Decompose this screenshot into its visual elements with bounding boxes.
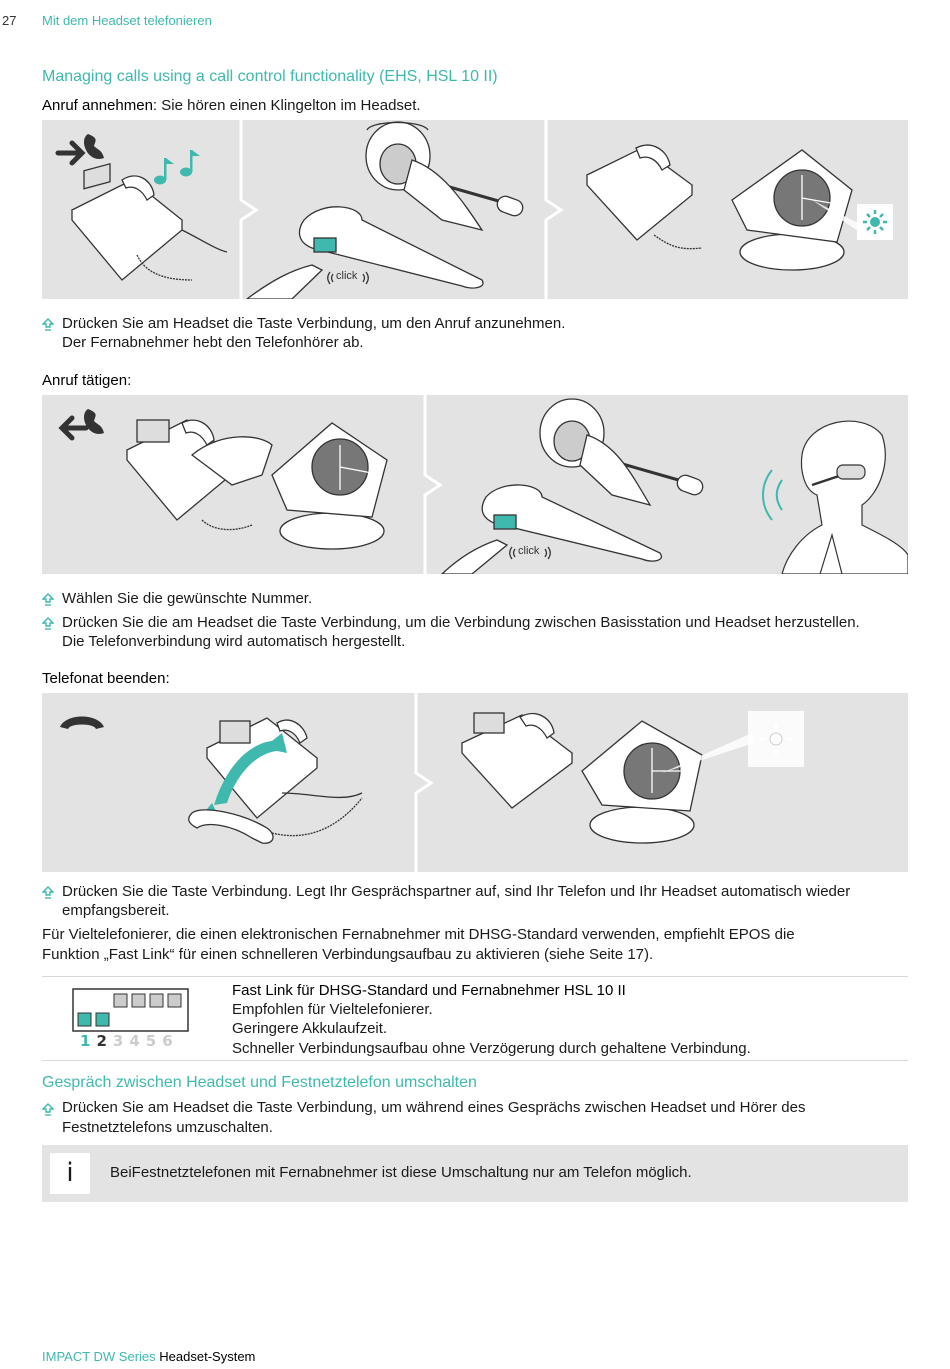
bullet-arrow-icon	[42, 593, 54, 607]
answer-call-illustration	[42, 120, 908, 299]
dial-instruction-1: Wählen Sie die gewünschte Nummer.	[62, 590, 313, 607]
desk-phone-hangup-image	[189, 718, 362, 843]
person-on-call-image	[782, 421, 908, 574]
fastlink-line1: Empfohlen für Vieltelefonierer.	[232, 1001, 433, 1018]
base-station-image	[732, 150, 862, 270]
ringtone-notes-icon	[154, 150, 200, 185]
headset-image	[247, 122, 525, 299]
fastlink-title: Fast Link für DHSG-Standard und Fernabnehmer HSL 10 II	[232, 982, 626, 999]
dip-switch-diagram	[72, 988, 190, 1054]
dip-number-4: 4	[129, 1032, 140, 1050]
page-footer	[42, 1349, 255, 1364]
incoming-call-icon	[58, 134, 104, 163]
dial-call-illustration	[42, 395, 908, 574]
answer-call-description: : Sie hören einen Klingelton im Headset.	[152, 97, 421, 114]
section-title-call-control: Managing calls using a call control functionality (EHS, HSL 10 II)	[42, 68, 498, 85]
fastlink-paragraph-line2: Funktion „Fast Link“ für einen schnelleren Verbindungsaufbau zu aktivieren (siehe Seite 17).	[42, 946, 654, 963]
hang-up-icon	[60, 717, 104, 730]
led-light-icon	[857, 204, 893, 240]
answer-call-label	[42, 97, 421, 114]
headset-image-2	[442, 399, 705, 574]
led-off-icon	[748, 711, 804, 767]
fastlink-paragraph-line1: Für Vieltelefonierer, die einen elektronischen Fernabnehmer mit DHSG-Standard verwenden, empfiehlt EPOS die	[42, 926, 795, 943]
bullet-arrow-icon	[42, 617, 54, 631]
switch-instruction-line1: Drücken Sie am Headset die Taste Verbindung, um während eines Gesprächs zwischen Headset und Hörer des	[62, 1099, 806, 1116]
dip-number-1: 1	[80, 1032, 91, 1050]
dip-number-5: 5	[145, 1032, 157, 1050]
end-call-label: Telefonat beenden:	[42, 670, 170, 687]
desk-phone-image	[72, 164, 227, 280]
bullet-arrow-icon	[42, 1103, 54, 1117]
footer-product: Headset-System	[159, 1349, 256, 1364]
end-instruction-line2: empfangsbereit.	[62, 902, 170, 919]
fastlink-line2: Geringere Akkulaufzeit.	[232, 1020, 388, 1037]
dial-call-heading: Anruf tätigen	[42, 372, 128, 389]
divider	[42, 976, 908, 977]
info-icon: i	[50, 1153, 90, 1194]
click-label-2: click	[518, 545, 540, 557]
answer-call-heading: Anruf annehmen	[42, 97, 153, 114]
outgoing-call-icon	[62, 409, 104, 438]
desk-phone-image-3	[462, 713, 572, 808]
base-station-image-2	[272, 423, 387, 549]
answer-instruction-line2: Der Fernabnehmer hebt den Telefonhörer ab.	[62, 334, 364, 351]
dial-call-label	[42, 372, 131, 389]
dip-switch-numbers	[80, 1032, 173, 1051]
divider	[42, 1060, 908, 1061]
bullet-arrow-icon	[42, 886, 54, 900]
end-instruction-line1: Drücken Sie die Taste Verbindung. Legt Ihr Gesprächspartner auf, sind Ihr Telefon und Ihr Headset automatisch wieder	[62, 883, 851, 900]
desk-phone-image-2	[587, 145, 702, 248]
dip-number-6: 6	[162, 1032, 173, 1050]
running-header: Mit dem Headset telefonieren	[42, 13, 212, 28]
end-call-illustration	[42, 693, 908, 872]
dial-instruction-2-line2: Die Telefonverbindung wird automatisch hergestellt.	[62, 633, 406, 650]
section-title-switch: Gespräch zwischen Headset und Festnetztelefon umschalten	[42, 1074, 477, 1091]
base-station-image-3	[582, 721, 754, 843]
info-note-text: BeiFestnetztelefonen mit Fernabnehmer ist diese Umschaltung nur am Telefon möglich.	[110, 1164, 692, 1181]
page-number: 27	[2, 13, 17, 28]
sound-waves-icon	[763, 470, 782, 520]
bullet-arrow-icon	[42, 318, 54, 332]
dial-call-colon: :	[127, 372, 132, 389]
dip-number-2: 2	[96, 1032, 107, 1050]
dial-instruction-2-line1: Drücken Sie die am Headset die Taste Verbindung, um die Verbindung zwischen Basisstation und Headset herzustellen.	[62, 614, 860, 631]
info-note-box	[42, 1145, 908, 1202]
answer-instruction-line1: Drücken Sie am Headset die Taste Verbindung, um den Anruf anzunehmen.	[62, 315, 566, 332]
footer-series: IMPACT DW Series	[42, 1349, 156, 1364]
switch-instruction-line2: Festnetztelefons umzuschalten.	[62, 1119, 273, 1136]
dip-number-3: 3	[112, 1032, 124, 1050]
desk-phone-dialing-image	[127, 420, 272, 530]
fastlink-line3: Schneller Verbindungsaufbau ohne Verzögerung durch gehaltene Verbindung.	[232, 1040, 751, 1057]
click-label: click	[336, 270, 358, 282]
